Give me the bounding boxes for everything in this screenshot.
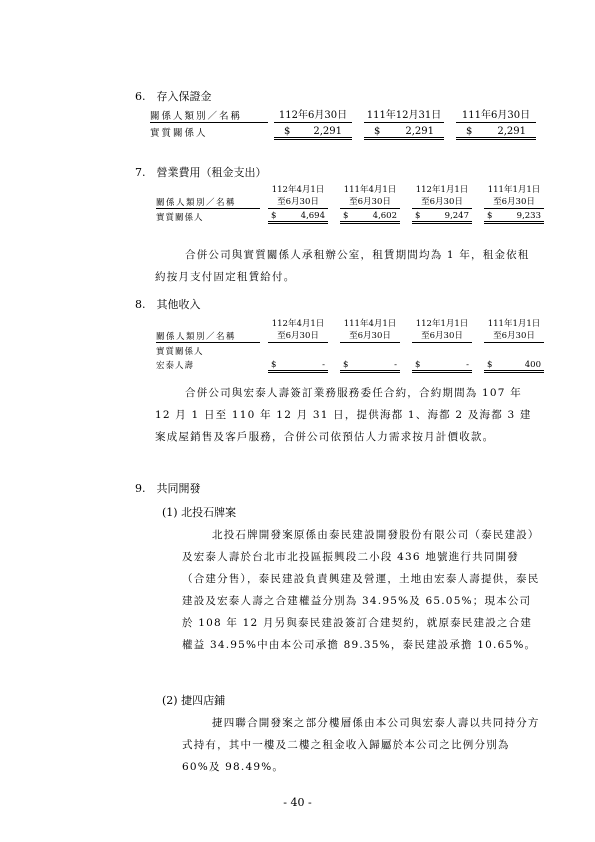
currency-sign: $	[343, 211, 349, 221]
col-header: 至6月30日	[484, 196, 544, 209]
col-header: 111年1月1日	[487, 319, 541, 329]
col-label: 關係人類別／名稱	[156, 196, 260, 209]
beitou-paragraph: 北投石牌開發案原係由泰民建設開發股份有限公司（泰民建設）及宏泰人壽於台北市北投區振興段二小段 436 地號進行共同開發（合建分售），泰民建設負責興建及營運，土地由宏泰人壽提供，泰民建設及宏泰人壽之合建權益分別為 34.95%及 65.05%；現本公司於 108 年 12 月另與泰民建設簽訂合建契約，就原泰民建設之合建權益 34.95%中由本公司承擔 89.35%，泰民建設承擔 10.65%。	[182, 529, 540, 651]
currency-sign: $	[374, 126, 381, 137]
col-header: 至6月30日	[340, 196, 400, 209]
currency-sign: $	[466, 126, 473, 137]
section-7-heading: 7. 營業費用（租金支出）	[135, 166, 267, 179]
col-header: 112年6月30日	[274, 108, 352, 123]
section-6-heading: 6. 存入保證金	[135, 90, 212, 103]
col-header: 111年1月1日	[487, 185, 541, 195]
currency-sign: $	[415, 211, 421, 221]
table-cell: -	[394, 359, 397, 370]
table-cell: -	[322, 359, 325, 370]
subsection-1-title: (1) 北投石牌案	[162, 506, 237, 519]
col-header: 112年1月1日	[415, 185, 469, 195]
table-cell: 9,247	[444, 211, 469, 221]
col-header: 112年4月1日	[271, 319, 325, 329]
col-header: 至6月30日	[412, 196, 472, 209]
currency-sign: $	[487, 359, 493, 370]
row-label: 實質關係人	[150, 127, 208, 139]
col-header: 至6月30日	[268, 196, 328, 209]
row-label: 宏泰人壽	[156, 361, 195, 371]
col-header: 112年1月1日	[415, 319, 469, 329]
table-cell: 400	[524, 359, 541, 370]
rent-paragraph: 合併公司與實質關係人承租辦公室，租賃期間均為 1 年，租金依租約按月支付固定租賃給付。	[155, 249, 530, 283]
col-header: 至6月30日	[268, 330, 328, 343]
other-income-table	[156, 318, 544, 373]
currency-sign: $	[271, 359, 277, 370]
currency-sign: $	[343, 359, 349, 370]
currency-sign: $	[415, 359, 421, 370]
col-header: 至6月30日	[484, 330, 544, 343]
subsection-2-title: (2) 捷四店鋪	[162, 694, 226, 707]
col-header: 至6月30日	[340, 330, 400, 343]
currency-sign: $	[284, 126, 291, 137]
table-cell: 9,233	[516, 211, 541, 221]
table-cell: 2,291	[313, 126, 342, 137]
section-8-heading: 8. 其他收入	[135, 298, 201, 311]
table-cell: -	[466, 359, 469, 370]
col-header: 111年4月1日	[343, 185, 397, 195]
col-header: 112年4月1日	[271, 185, 325, 195]
group-label: 實質關係人	[156, 347, 204, 357]
section-9-heading: 9. 共同開發	[135, 482, 201, 495]
rent-expense-table	[156, 184, 544, 224]
jiesi-paragraph: 捷四聯合開發案之部分樓層係由本公司與宏泰人壽以共同持分方式持有，其中一樓及二樓之租金收入歸屬於本公司之比例分別為 60%及 98.49%。	[182, 717, 540, 773]
row-label: 實質關係人	[156, 212, 204, 223]
col-header: 111年12月31日	[364, 108, 444, 123]
currency-sign: $	[487, 211, 493, 221]
deposit-table	[150, 108, 536, 140]
col-header: 至6月30日	[412, 330, 472, 343]
other-income-paragraph: 合併公司與宏泰人壽簽訂業務服務委任合約，合約期間為 107 年 12 月 1 日至 110 年 12 月 31 日，提供海都 1、海都 2 及海都 3 建案成屋銷售及客戶服務，合併公司依預估人力需求按月計價收款。	[155, 387, 532, 443]
table-cell: 4,602	[372, 211, 397, 221]
currency-sign: $	[271, 211, 277, 221]
table-cell: 4,694	[300, 211, 325, 221]
col-header: 111年4月1日	[343, 319, 397, 329]
table-cell: 2,291	[405, 126, 434, 137]
col-label: 關係人類別／名稱	[156, 330, 260, 343]
col-header: 111年6月30日	[456, 108, 536, 123]
table-cell: 2,291	[497, 126, 526, 137]
page-number: - 40 -	[283, 796, 312, 809]
col-label: 關係人類別／名稱	[150, 108, 268, 123]
